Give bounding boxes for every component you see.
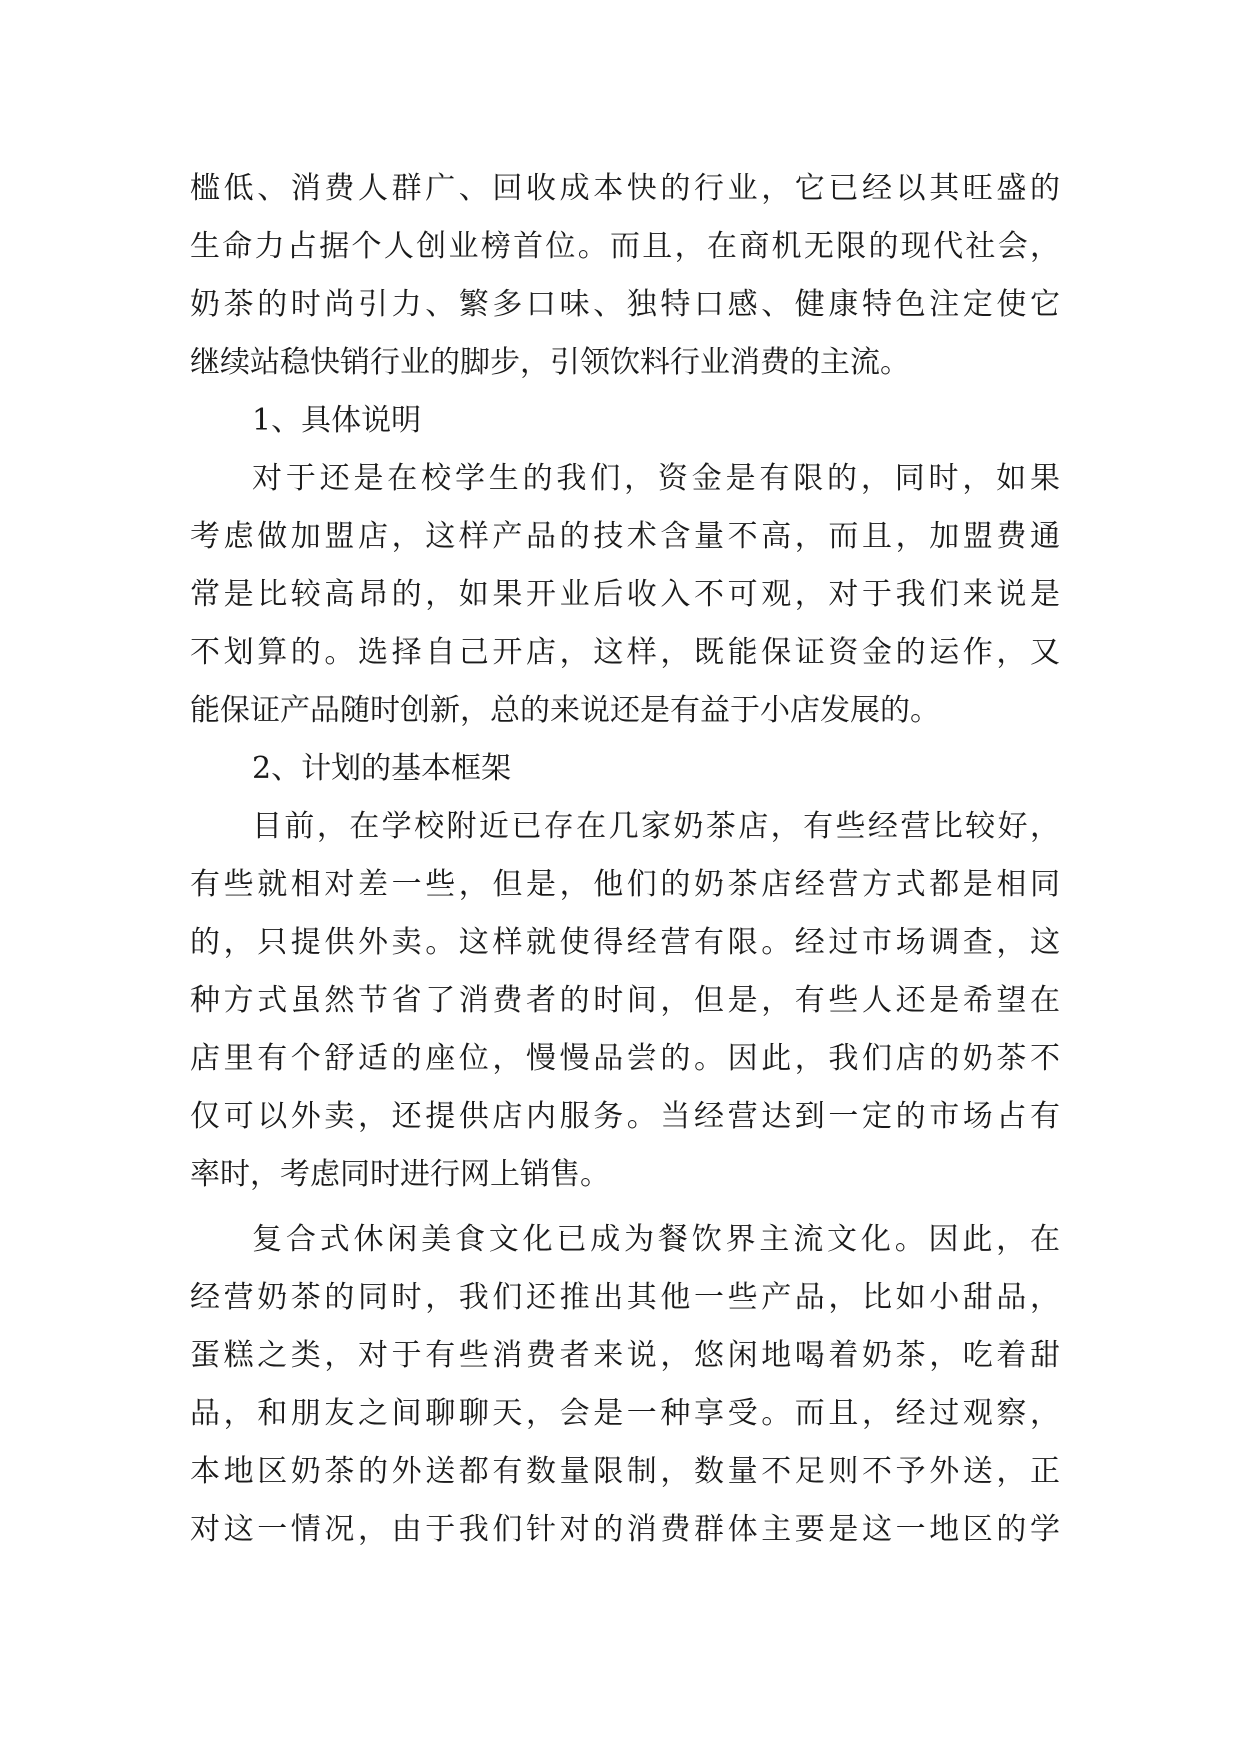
paragraph-line: 店里有个舒适的座位，慢慢品尝的。因此，我们店的奶茶不 [190,1041,1060,1076]
paragraph-line: 奶茶的时尚引力、繁多口味、独特口感、健康特色注定使它 [190,287,1060,322]
paragraph-line: 的，只提供外卖。这样就使得经营有限。经过市场调查，这 [190,925,1060,960]
paragraph-line: 经营奶茶的同时，我们还推出其他一些产品，比如小甜品， [190,1280,1060,1315]
paragraph-line: 考虑做加盟店，这样产品的技术含量不高，而且，加盟费通 [190,519,1060,554]
paragraph-line: 率时，考虑同时进行网上销售。 [190,1157,610,1192]
paragraph-line: 有些就相对差一些，但是，他们的奶茶店经营方式都是相同 [190,867,1060,902]
paragraph-line: 不划算的。选择自己开店，这样，既能保证资金的运作，又 [190,635,1060,670]
body-text [190,160,1060,1559]
paragraph-line: 蛋糕之类，对于有些消费者来说，悠闲地喝着奶茶，吃着甜 [190,1338,1060,1373]
paragraph-line: 槛低、消费人群广、回收成本快的行业，它已经以其旺盛的 [190,171,1060,206]
paragraph-line: 复合式休闲美食文化已成为餐饮界主流文化。因此，在 [252,1222,1060,1257]
paragraph-line: 仅可以外卖，还提供店内服务。当经营达到一定的市场占有 [190,1099,1060,1134]
paragraph-line: 对这一情况，由于我们针对的消费群体主要是这一地区的学 [190,1512,1060,1547]
paragraph-line: 常是比较高昂的，如果开业后收入不可观，对于我们来说是 [190,577,1060,612]
paragraph-line: 生命力占据个人创业榜首位。而且，在商机无限的现代社会， [190,229,1060,264]
paragraph-line: 品，和朋友之间聊聊天，会是一种享受。而且，经过观察， [190,1396,1060,1431]
section-heading: 1、具体说明 [252,403,422,438]
paragraph-line: 目前，在学校附近已存在几家奶茶店，有些经营比较好， [252,809,1060,844]
paragraph-line: 种方式虽然节省了消费者的时间，但是，有些人还是希望在 [190,983,1060,1018]
paragraph-line: 继续站稳快销行业的脚步，引领饮料行业消费的主流。 [190,345,910,380]
paragraph-line: 对于还是在校学生的我们，资金是有限的，同时，如果 [252,461,1060,496]
section-heading: 2、计划的基本框架 [252,751,512,786]
paragraph-line: 能保证产品随时创新，总的来说还是有益于小店发展的。 [190,693,940,728]
paragraph-line: 本地区奶茶的外送都有数量限制，数量不足则不予外送，正 [190,1454,1060,1489]
